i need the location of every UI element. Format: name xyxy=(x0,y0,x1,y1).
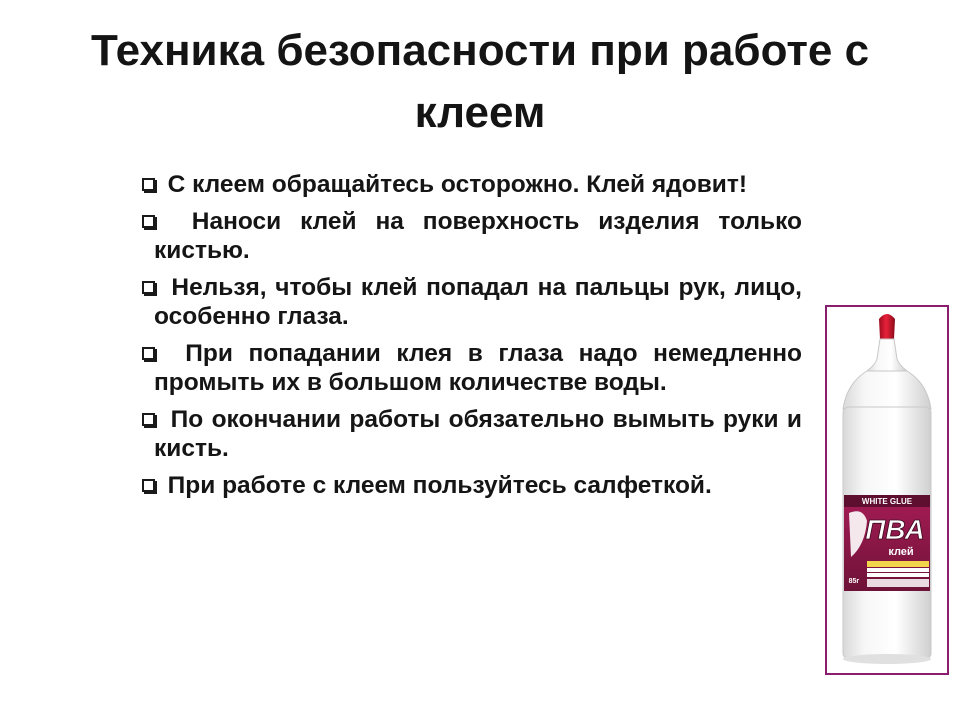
glue-bottle-icon xyxy=(827,307,947,673)
safety-rules-list xyxy=(142,170,802,508)
checkbox-bullet-icon xyxy=(142,413,155,426)
rule-item xyxy=(142,170,802,199)
label-sub-text: клей xyxy=(888,546,914,558)
cap-tip xyxy=(879,314,895,339)
glue-bottle-picture xyxy=(825,305,949,675)
label-main-text: ПВА xyxy=(865,514,925,545)
checkbox-bullet-icon xyxy=(142,479,155,492)
rule-text: При попадании клея в глаза надо немедленно промыть их в большом количестве воды. xyxy=(154,340,802,396)
checkbox-bullet-icon xyxy=(142,347,155,360)
checkbox-bullet-icon xyxy=(142,281,155,294)
rule-text: По окончании работы обязательно вымыть руки и кисть. xyxy=(154,406,802,462)
rule-text: Наноси клей на поверхность изделия только кистью. xyxy=(154,208,802,264)
rule-text: При работе с клеем пользуйтесь салфеткой. xyxy=(167,472,712,499)
rule-item xyxy=(142,339,802,397)
slide-title: Техника безопасности при работе с клеем xyxy=(90,26,870,137)
rule-item xyxy=(142,207,802,265)
label-top-text: WHITE GLUE xyxy=(861,497,913,506)
rule-item xyxy=(142,405,802,463)
checkbox-bullet-icon xyxy=(142,178,155,191)
rule-item xyxy=(142,273,802,331)
checkbox-bullet-icon xyxy=(142,215,155,228)
rule-text: С клеем обращайтесь осторожно. Клей ядовит! xyxy=(167,171,747,198)
bottle-shoulder xyxy=(843,371,931,409)
rule-text: Нельзя, чтобы клей попадал на пальцы рук, лицо, особенно глаза. xyxy=(154,274,802,330)
label-weight-text: 85г xyxy=(848,578,860,585)
nozzle xyxy=(867,339,907,371)
rule-item xyxy=(142,471,802,500)
